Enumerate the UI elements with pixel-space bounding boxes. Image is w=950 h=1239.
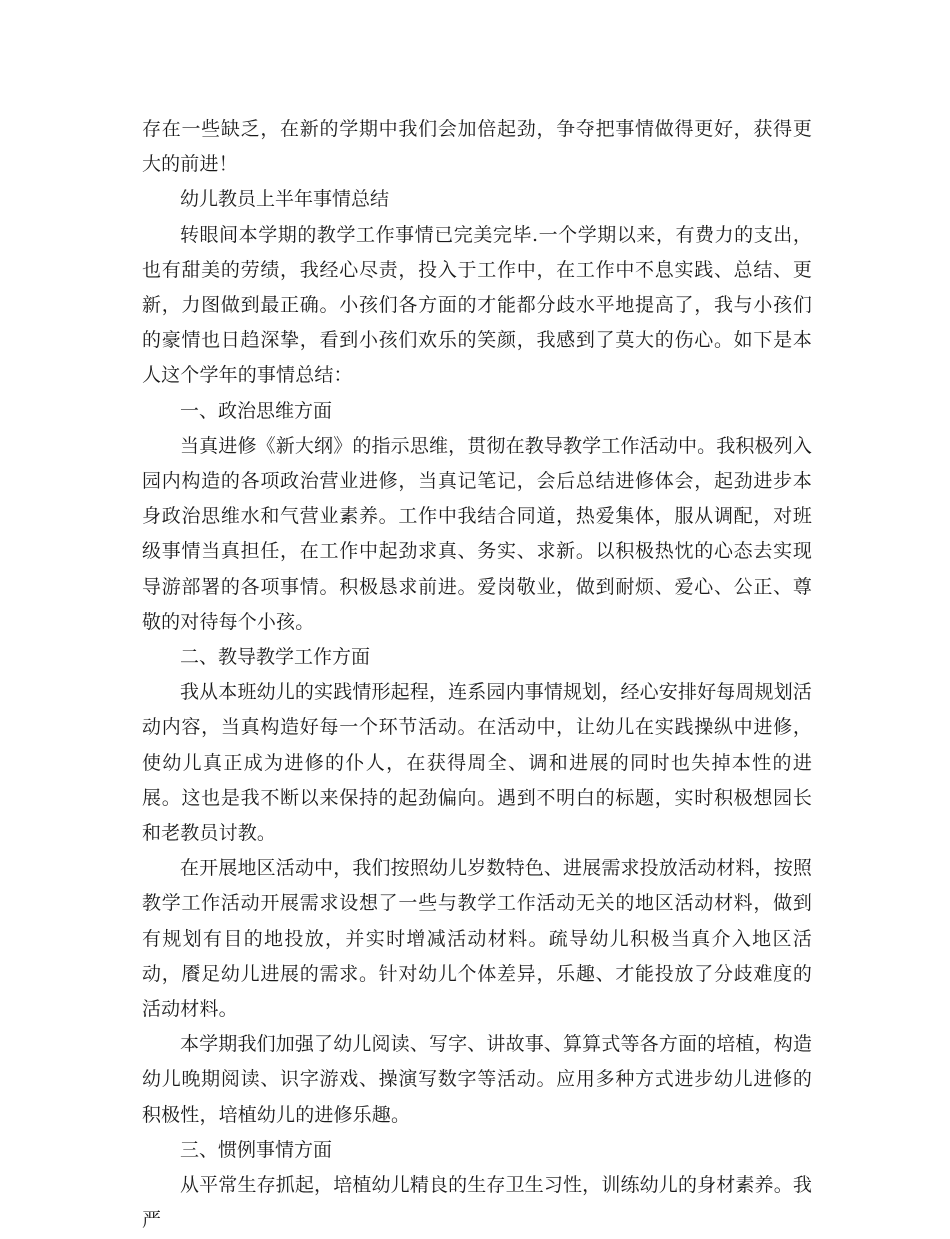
- document-body: [142, 112, 812, 1239]
- section-heading-politics: 一、政治思维方面: [180, 399, 333, 422]
- section-heading-routine: 三、惯例事情方面: [180, 1138, 333, 1161]
- section-title: 幼儿教员上半年事情总结: [180, 188, 390, 211]
- paragraph-teaching-2: 在开展地区活动中，我们按照幼儿岁数特色、进展需求投放活动材料，按照教学工作活动开展需求设想了一些与教学工作活动无关的地区活动材料，做到有规划有目的地投放，并实时增减活动材料。疏导幼儿积极当真介入地区活动，餍足幼儿进展的需求。针对幼儿个体差异，乐趣、才能投放了分歧难度的活动材料。: [142, 857, 812, 1021]
- paragraph-intro: 转眼间本学期的教学工作事情已完美完毕.一个学期以来，有费力的支出，也有甜美的劳绩，我经心尽责，投入于工作中，在工作中不息实践、总结、更新，力图做到最正确。小孩们各方面的才能都分歧水平地提高了，我与小孩们的豪情也日趋深挚，看到小孩们欢乐的笑颜，我感到了莫大的伤心。如下是本人这个学年的事情总结：: [142, 223, 812, 387]
- paragraph-teaching-1: 我从本班幼儿的实践情形起程，连系园内事情规划，经心安排好每周规划活动内容，当真构造好每一个环节活动。在活动中，让幼儿在实践操纵中进修，使幼儿真正成为进修的仆人，在获得周全、调和进展的同时也失掉本性的进展。这也是我不断以来保持的起劲偏向。遇到不明白的标题，实时积极想园长和老教员讨教。: [142, 681, 812, 845]
- paragraph-teaching-3: 本学期我们加强了幼儿阅读、写字、讲故事、算算式等各方面的培植，构造幼儿晚期阅读、识字游戏、操演写数字等活动。应用多种方式进步幼儿进修的积极性，培植幼儿的进修乐趣。: [142, 1033, 812, 1126]
- section-heading-teaching: 二、教导教学工作方面: [180, 646, 371, 669]
- paragraph-politics: 当真进修《新大纲》的指示思维，贯彻在教导教学工作活动中。我积极列入园内构造的各项政治营业进修，当真记笔记，会后总结进修体会，起劲进步本身政治思维水和气营业素养。工作中我结合同道，热爱集体，服从调配，对班级事情当真担任，在工作中起劲求真、务实、求新。以积极热忱的心态去实现导游部署的各项事情。积极恳求前进。爱岗敬业，做到耐烦、爱心、公正、尊敬的对待每个小孩。: [142, 434, 812, 633]
- paragraph-continuation: 存在一些缺乏，在新的学期中我们会加倍起劲，争夺把事情做得更好，获得更大的前进！: [142, 118, 812, 176]
- paragraph-routine: 从平常生存抓起，培植幼儿精良的生存卫生习性，训练幼儿的身材素养。我严: [142, 1174, 812, 1232]
